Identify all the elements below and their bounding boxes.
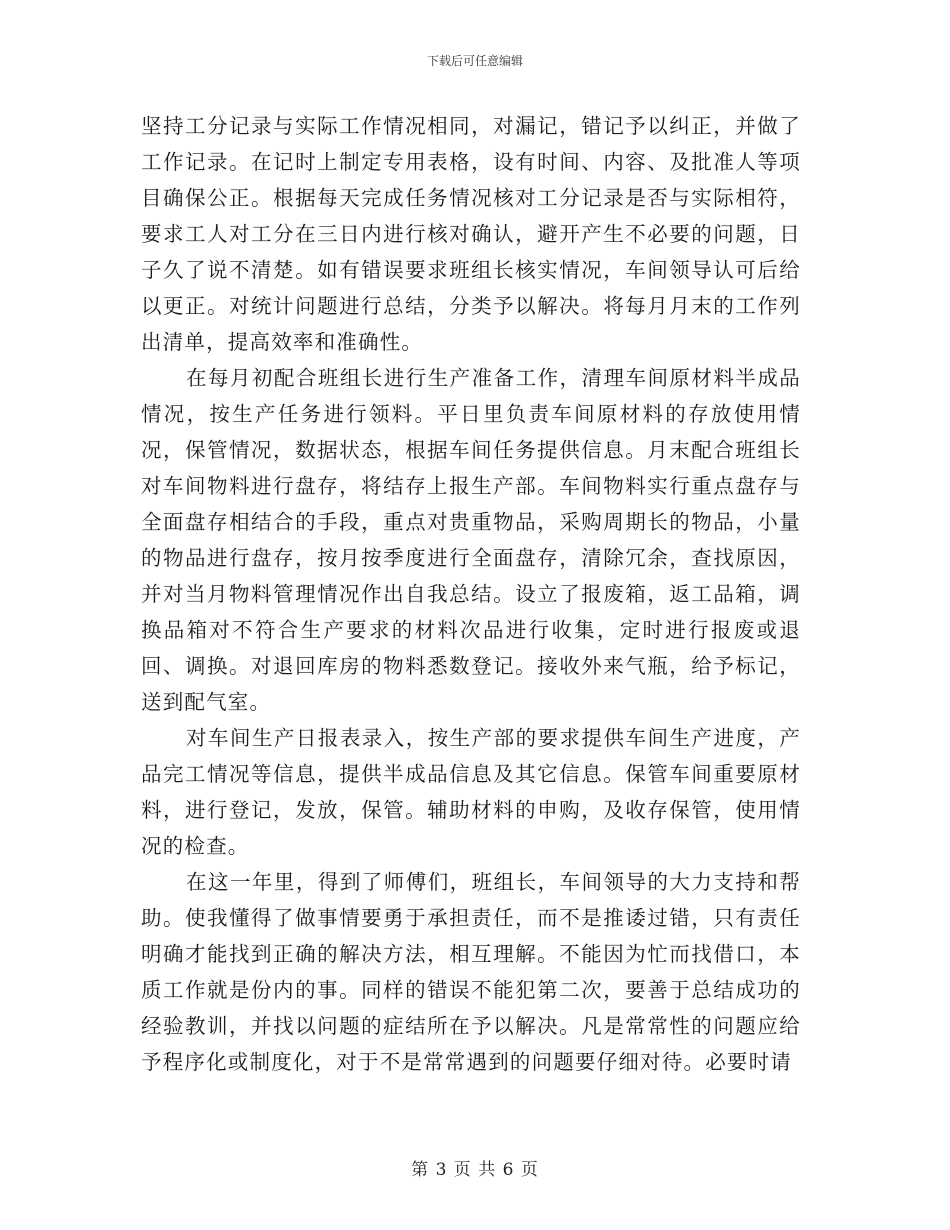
page-number-footer: 第 3 页 共 6 页 (411, 1160, 539, 1180)
paragraph-3: 对车间生产日报表录入，按生产部的要求提供车间生产进度，产品完工情况等信息，提供半成品信息及其它信息。保管车间重要原材料，进行登记，发放，保管。辅助材料的申购，及收存保管，使用情况的检查。 (141, 726, 801, 858)
paragraph-1: 坚持工分记录与实际工作情况相同，对漏记，错记予以纠正，并做了工作记录。在记时上制定专用表格，设有时间、内容、及批准人等项目确保公正。根据每天完成任务情况核对工分记录是否与实际相符，要求工人对工分在三日内进行核对确认，避开产生不必要的问题，日子久了说不清楚。如有错误要求班组长核实情况，车间领导认可后给以更正。对统计问题进行总结，分类予以解决。将每月月末的工作列出清单，提高效率和准确性。 (141, 114, 801, 354)
page-header: 下载后可任意编辑 (426, 54, 523, 68)
paragraph-2: 在每月初配合班组长进行生产准备工作，清理车间原材料半成品情况，按生产任务进行领料。平日里负责车间原材料的存放使用情况，保管情况，数据状态，根据车间任务提供信息。月末配合班组长对车间物料进行盘存，将结存上报生产部。车间物料实行重点盘存与全面盘存相结合的手段，重点对贵重物品，采购周期长的物品，小量的物品进行盘存，按月按季度进行全面盘存，清除冗余，查找原因，并对当月物料管理情况作出自我总结。设立了报废箱，返工品箱，调换品箱对不符合生产要求的材料次品进行收集，定时进行报废或退回、调换。对退回库房的物料悉数登记。接收外来气瓶，给予标记，送到配气室。 (141, 366, 801, 714)
document-body (141, 108, 801, 1080)
paragraph-4: 在这一年里，得到了师傅们，班组长，车间领导的大力支持和帮助。使我懂得了做事情要勇于承担责任，而不是推诿过错，只有责任明确才能找到正确的解决方法，相互理解。不能因为忙而找借口，本质工作就是份内的事。同样的错误不能犯第二次，要善于总结成功的经验教训，并找以问题的症结所在予以解决。凡是常常性的问题应给予程序化或制度化，对于不是常常遇到的问题要仔细对待。必要时请 (141, 870, 801, 1074)
